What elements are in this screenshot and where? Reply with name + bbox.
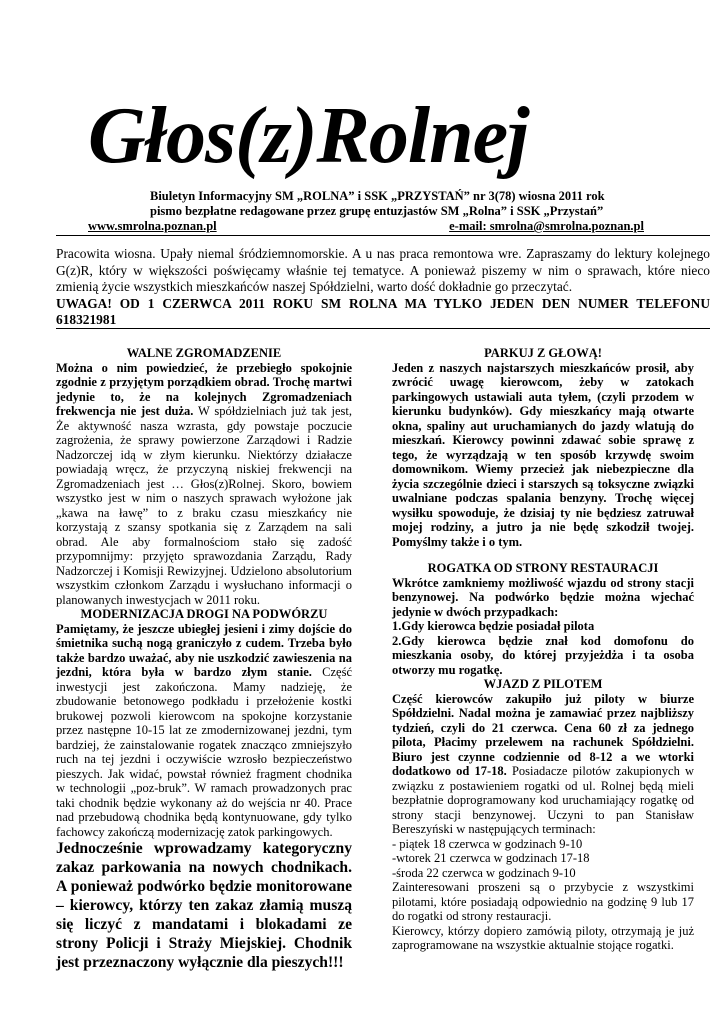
terms-list <box>392 837 694 881</box>
masthead-divider <box>56 235 710 236</box>
closing-text-2: Kierowcy, którzy dopiero zamówią piloty, otrzymają je już zaprogramowane na wszystkie aktualnie stojące rogatki. <box>392 923 694 952</box>
list-item: -wtorek 21 czerwca w godzinach 17-18 <box>392 851 590 865</box>
modern-lead: Pamiętamy, że jeszcze ubiegłej jesieni i zimy dojście do śmietnika suchą nogą graniczyło z cudem. Trzeba było także bardzo uważać, aby nie uszkodzić zawieszenia na jezdni, która była w bardzo złym stanie. <box>56 621 352 679</box>
website-link[interactable]: www.smrolna.poznan.pl <box>88 219 217 233</box>
wjazd-body: Posiadacze pilotów zakupionych w związku z postawieniem rogatki od ul. Rolnej będą mieli bezpłatnie doprogramowany kod uruchamiający rogatkę od strony stacji benzynowej. Uczyni to pan Stanisław Bereszyński w następujących terminach: <box>392 764 694 836</box>
modern-heading: MODERNIZACJA DROGI NA PODWÓRZU <box>80 607 328 621</box>
intro-section <box>56 246 710 329</box>
masthead-contacts <box>88 219 644 234</box>
rogatka-item: 2.Gdy kierowca będzie znał kod domofonu do mieszkania osoby, do której przyjeżdża i ta osoba otworzy mu rogatkę. <box>392 633 694 677</box>
list-item: -środa 22 czerwca w godzinach 9-10 <box>392 865 576 880</box>
parkuj-heading: PARKUJ Z GŁOWĄ! <box>484 346 602 360</box>
wjazd-lead: Część kierowców zakupiło już piloty w biurze Spółdzielni. Nadal można je zamawiać przez najbliższy tydzień, czyli do 21 czerwca. Cena 60 zł za jednego pilota, Płacimy przelewem na rachunek Spółdzielni. Biuro jest czynne codziennie od 8-12 a we wtorki dodatkowo od 17-18. <box>392 691 694 778</box>
masthead-title: Głos(z)Rolnej <box>88 92 529 180</box>
left-column <box>56 346 352 972</box>
parking-ban-notice: Jednocześnie wprowadzamy kategoryczny zakaz parkowania na nowych chodnikach. A ponieważ podwórko będzie monitorowane – kierowcy, którzy ten zakaz złamią muszą się liczyć z mandatami i blokadami ze strony Policji i Straży Miejskiej. Chodnik jest przeznaczony wyłącznie dla pieszych!!! <box>56 840 352 971</box>
parkuj-body: Jeden z naszych najstarszych mieszkańców prosił, aby zwrócić uwagę kierowcom, żeby w zatokach parkingowych ustawiali auta tyłem, (czyli przodem w kierunku budynków). Gdy mieszkańcy mają otwarte okna, spaliny aut uruchamianych do jazdy wlatują do mieszkań. Kierowcy powinni zdawać sobie sprawę z tego, że wyrządzają w ten sposób krzywdę swoim domownikom. Wiemy przecież jak niebezpieczne dla życia szczególnie dzieci i starszych są toksyczne związki uwalniane podczas spalania benzyny. Trochę więcej wysiłku spowoduje, że dzisiaj ty nie będziesz zatruwał mojej rodziny, a jutro ja nie będę szkodził twojej. Pomyślmy także i o tym. <box>392 360 694 549</box>
walne-lead: Można o nim powiedzieć, że przebiegło spokojnie zgodnie z przyjętym porządkiem obrad. Trochę martwi jedynie to, że na kolejnych Zgromadzeniach frekwencja nie jest duża. <box>56 360 352 418</box>
masthead-line-1: Biuletyn Informacyjny SM „ROLNA” i SSK „PRZYSTAŃ” nr 3(78) wiosna 2011 rok <box>150 189 605 203</box>
walne-body: W spółdzielniach już tak jest, Że aktywność nasza wzrasta, gdy powstaje poczucie zagrożenia, że sprawy powierzone Zarządowi i Radzie Nadzorczej idą w złym kierunku. Niektórzy działacze powiadają wręcz, że przyczyną niskiej frekwencji na Zgromadzeniach jest … Głos(z)Rolnej. Skoro, bowiem wszystko jest w nim o naszych sprawach wyłożone jak „kawa na ławę” to z braku czasu mieszkańcy nie korzystają z szansy spotkania się z Zarządem na sali obrad. Ale aby formalnościom stało się zadość przypomnijmy: przyjęto sprawozdania Zarządu, Rady Nadzorczej i Komisji Rewizyjnej. Udzielono absolutorium wszystkim członkom Zarządu i wysłuchano informacji o planowanych inwestycjach w 2011 roku. <box>56 404 352 607</box>
rogatka-body: Wkrótce zamkniemy możliwość wjazdu od strony stacji benzynowej. Na podwórko będzie można wjechać jedynie w dwóch przypadkach: <box>392 575 694 619</box>
modern-paragraph <box>56 622 352 840</box>
walne-paragraph <box>56 361 352 608</box>
walne-heading: WALNE ZGROMADZENIE <box>126 346 282 360</box>
masthead-line-2: pismo bezpłatne redagowane przez grupę entuzjastów SM „Rolna” i SSK „Przystań” <box>150 204 604 218</box>
list-item: - piątek 18 czerwca w godzinach 9-10 <box>392 836 583 851</box>
email-link[interactable]: e-mail: smrolna@smrolna.poznan.pl <box>449 219 644 233</box>
wjazd-heading: WJAZD Z PILOTEM <box>483 677 603 691</box>
rogatka-heading: ROGATKA OD STRONY RESTAURACJI <box>427 561 659 575</box>
intro-text: Pracowita wiosna. Upały niemal śródziemnomorskie. A u nas praca remontowa wre. Zapraszamy do lektury kolejnego G(z)R, który w większości poświęcamy właśnie tej tematyce. A ponieważ piszemy w nim o sprawach, które nieco zmienią życie wszystkich mieszkańców naszej Spółdzielni, warto dość dokładnie go przeczytać. <box>56 246 710 294</box>
modern-body: Część inwestycji jest zakończona. Mamy nadzieję, że zbudowanie betonowego podkładu i przełożenie kostki brukowej pozwoli kierowcom na spokojne korzystanie przez następne 10-15 lat ze zmodernizowanej jezdni, tym bardziej, że zainstalowanie rogatek znacząco zmniejszyło ruch na tej jezdni i oczywiście wzrosło bezpieczeństwo pieszych. Jak widać, powstał również fragment chodnika w technologii „poz-bruk”. W ramach prowadzonych prac taki chodnik będzie wykonany aż do wejścia nr 40. Prace nad przebudową chodnika będą kontynuowane, gdy tylko fachowcy zakończą modernizację zatok parkingowych. <box>56 665 353 839</box>
wjazd-paragraph <box>392 692 694 837</box>
rogatka-item: 1.Gdy kierowca będzie posiadał pilota <box>392 619 595 633</box>
closing-text-1: Zainteresowani proszeni są o przybycie z wszystkimi pilotami, które posiadają odpowiednio na godzinę 9 lub 17 do rogatki od strony restauracji. <box>392 880 694 923</box>
intro-warning: UWAGA! OD 1 CZERWCA 2011 ROKU SM ROLNA MA TYLKO JEDEN DEN NUMER TELEFONU 618321981 <box>56 295 710 327</box>
intro-divider <box>56 328 710 329</box>
right-column <box>392 346 694 953</box>
